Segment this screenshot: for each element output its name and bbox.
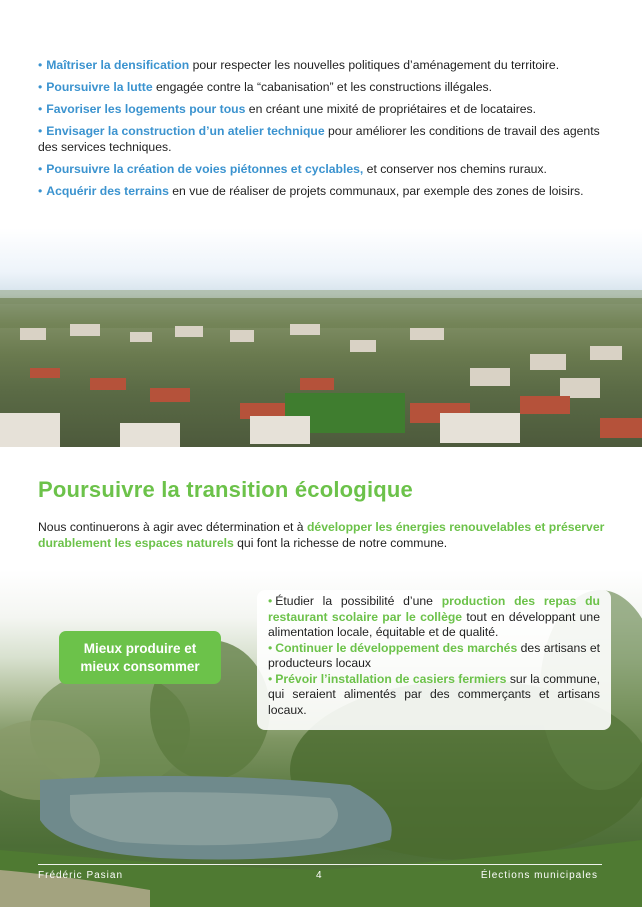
section-title: Poursuivre la transition écologique bbox=[38, 477, 413, 502]
bullet-item bbox=[38, 102, 608, 118]
bullet-dot: • bbox=[38, 102, 43, 116]
callout-highlight: Prévoir l’installation de casiers fermiers bbox=[275, 671, 507, 686]
bullet-highlight: Maîtriser la densification bbox=[46, 58, 190, 72]
callout-text: sur la commune, qui seraient alimentés par des commerçants et artisans locaux. bbox=[268, 671, 600, 717]
bullet-dot: • bbox=[268, 594, 273, 608]
bullet-text: en créant une mixité de propriétaires et de locataires. bbox=[245, 102, 537, 116]
bullet-dot: • bbox=[38, 183, 43, 198]
bullet-highlight: Poursuivre la création de voies piétonnes et cyclables, bbox=[46, 161, 364, 176]
action-callout bbox=[257, 590, 611, 730]
footer-election: Élections municipales bbox=[480, 870, 598, 881]
page-number: 4 bbox=[316, 870, 323, 881]
callout-text: Étudier la possibilité d’une bbox=[275, 594, 442, 608]
bullet-text: en vue de réaliser de projets communaux, par exemple des zones de loisirs. bbox=[168, 183, 584, 198]
badge-line: Mieux produire et bbox=[83, 640, 197, 656]
bullet-dot: • bbox=[38, 124, 43, 138]
bullet-text: et conserver nos chemins ruraux. bbox=[363, 161, 547, 176]
callout-text: des artisans et producteurs locaux bbox=[268, 640, 600, 670]
bullet-highlight: Favoriser les logements pour tous bbox=[46, 102, 246, 116]
aerial-town-photo bbox=[0, 228, 642, 447]
intro-highlight: développer les énergies renouvelables et préserver durablement les espaces naturels bbox=[38, 520, 605, 550]
bullet-text: pour améliorer les conditions de travail des agents des services techniques. bbox=[38, 124, 600, 154]
theme-badge bbox=[59, 631, 221, 684]
priority-bullet-list bbox=[38, 58, 608, 206]
footer-author: Frédéric Pasian bbox=[38, 870, 124, 881]
bullet-dot: • bbox=[268, 671, 273, 686]
bullet-item bbox=[38, 58, 608, 74]
bullet-dot: • bbox=[38, 161, 43, 176]
bullet-item bbox=[38, 80, 608, 96]
bullet-dot: • bbox=[268, 640, 273, 655]
bullet-item bbox=[38, 162, 608, 178]
callout-item bbox=[268, 594, 600, 641]
bullet-text: pour respecter les nouvelles politiques d’aménagement du territoire. bbox=[189, 58, 560, 72]
callout-highlight: Continuer le développement des marchés bbox=[275, 640, 518, 655]
bullet-highlight: Poursuivre la lutte bbox=[46, 80, 153, 94]
bullet-item bbox=[38, 184, 608, 200]
callout-item bbox=[268, 672, 600, 719]
bullet-item bbox=[38, 124, 608, 155]
bullet-text: engagée contre la “cabanisation” et les constructions illégales. bbox=[152, 80, 493, 94]
bullet-highlight: Acquérir des terrains bbox=[46, 183, 169, 198]
bullet-highlight: Envisager la construction d’un atelier technique bbox=[46, 124, 325, 138]
intro-text: Nous continuerons à agir avec détermination et à bbox=[38, 520, 307, 534]
footer-divider bbox=[38, 864, 602, 865]
callout-highlight: production des repas du restaurant scolaire par le collège bbox=[268, 594, 600, 624]
badge-line: mieux consommer bbox=[80, 658, 200, 674]
bullet-dot: • bbox=[38, 80, 43, 94]
aerial-town-illustration bbox=[0, 228, 642, 447]
callout-item bbox=[268, 641, 600, 672]
bullet-dot: • bbox=[38, 58, 43, 72]
callout-text: tout en développant une alimentation locale, équitable et de qualité. bbox=[268, 609, 600, 639]
section-intro bbox=[38, 519, 608, 551]
intro-text: qui font la richesse de notre commune. bbox=[233, 536, 448, 550]
